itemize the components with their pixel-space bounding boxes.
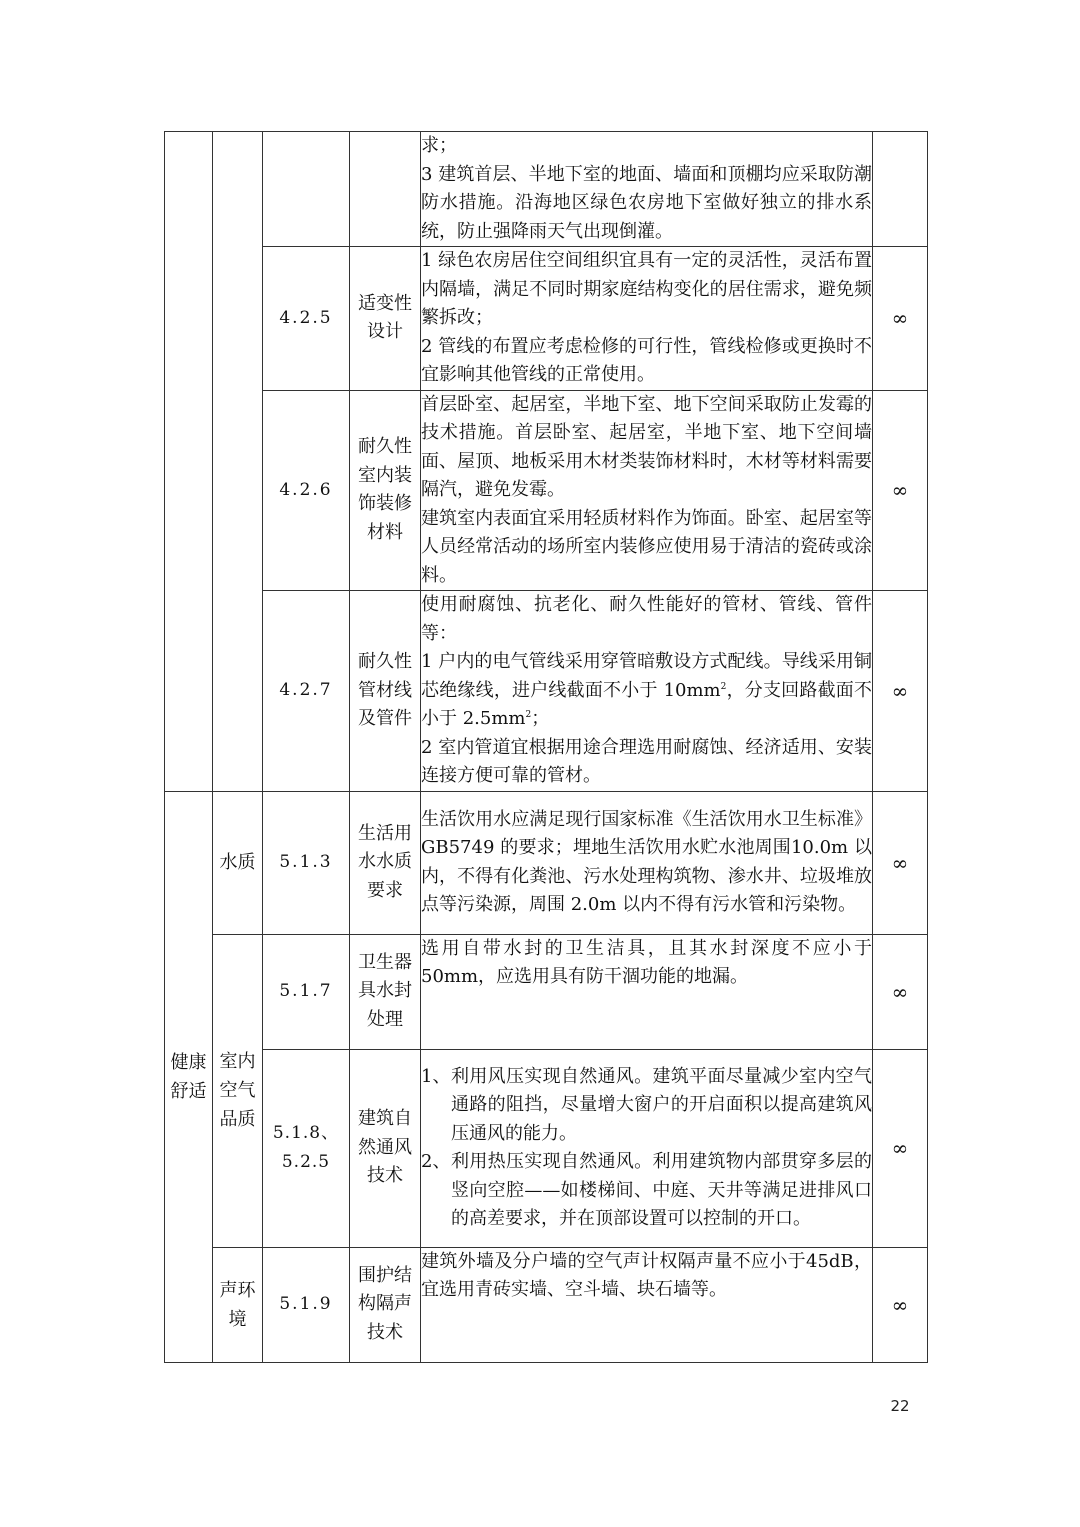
category-cell — [165, 132, 213, 792]
content-text: ； — [531, 708, 550, 729]
mark-symbol: ∞ — [873, 591, 928, 792]
content-line — [421, 648, 872, 734]
item-text: 利用风压实现自然通风。建筑平面尽量减少室内空气通路的阻挡，尽量增大窗户的开启面积以提高建筑风压通风的能力。 — [451, 1065, 872, 1144]
clause-code: 5.1.8、5.2.5 — [263, 1049, 350, 1247]
clause-name: 卫生器具水封处理 — [350, 934, 421, 1049]
superscript: 2 — [525, 710, 532, 720]
clause-code: 4.2.7 — [263, 591, 350, 792]
content-cell — [421, 247, 873, 391]
table-row — [165, 591, 928, 792]
table-row — [165, 1247, 928, 1362]
clause-code: 4.2.6 — [263, 390, 350, 591]
content-cell — [421, 132, 873, 247]
numbered-item — [421, 1148, 872, 1234]
table-row — [165, 791, 928, 934]
item-number: 2、 — [421, 1151, 451, 1172]
content-line: 建筑外墙及分户墙的空气声计权隔声量不应小于45dB，宜选用青砖实墙、空斗墙、块石墙等。 — [421, 1250, 872, 1300]
subcategory-label: 水质 — [213, 791, 263, 934]
content-line: 使用耐腐蚀、抗老化、耐久性能好的管材、管线、管件等： — [421, 594, 872, 644]
table-row — [165, 132, 928, 247]
content-line: 2 管线的布置应考虑检修的可行性，管线检修或更换时不宜影响其他管线的正常使用。 — [421, 335, 872, 385]
content-text: 1 户内的电气管线采用穿管暗敷设方式配线。导线采用铜芯绝缘线，进户线截面不小于 10mm — [421, 651, 872, 701]
subcategory-label: 声环境 — [213, 1247, 263, 1362]
clause-name: 生活用水水质要求 — [350, 791, 421, 934]
table-row — [165, 934, 928, 1049]
requirements-table — [164, 131, 928, 1363]
content-cell — [421, 1049, 873, 1247]
clause-name: 耐久性室内装饰装修材料 — [350, 390, 421, 591]
content-line: 建筑室内表面宜采用轻质材料作为饰面。卧室、起居室等人员经常活动的场所室内装修应使用易于清洁的瓷砖或涂料。 — [421, 507, 872, 586]
name-cell — [350, 132, 421, 247]
content-line: 生活饮用水应满足现行国家标准《生活饮用水卫生标准》GB5749 的要求；埋地生活饮用水贮水池周围10.0m 以内，不得有化粪池、污水处理构筑物、渗水井、垃圾堆放点等污染源，周围 2.0m 以内不得有污水管和污染物。 — [421, 808, 872, 915]
content-line: 首层卧室、起居室，半地下室、地下空间采取防止发霉的技术措施。首层卧室、起居室，半地下室、地下空间墙面、屋顶、地板采用木材类装饰材料时，木材等材料需要隔汽，避免发霉。 — [421, 393, 872, 500]
mark-symbol: ∞ — [873, 390, 928, 591]
table-row — [165, 1049, 928, 1247]
content-line: 2 室内管道宜根据用途合理选用耐腐蚀、经济适用、安装连接方便可靠的管材。 — [421, 736, 872, 786]
content-cell — [421, 791, 873, 934]
table-row — [165, 247, 928, 391]
code-cell — [263, 132, 350, 247]
mark-symbol: ∞ — [873, 791, 928, 934]
category-label: 健康舒适 — [165, 791, 213, 1362]
clause-name: 适变性设计 — [350, 247, 421, 391]
item-text: 利用热压实现自然通风。利用建筑物内部贯穿多层的竖向空腔——如楼梯间、中庭、天井等满足进排风口的高差要求，并在顶部设置可以控制的开口。 — [451, 1151, 872, 1229]
clause-code: 5.1.7 — [263, 934, 350, 1049]
content-line: 选用自带水封的卫生洁具，且其水封深度不应小于50mm，应选用具有防干涸功能的地漏。 — [421, 937, 872, 987]
page-number: 22 — [890, 1397, 910, 1415]
subcategory-label: 室内空气品质 — [213, 934, 263, 1247]
clause-name: 耐久性管材线及管件 — [350, 591, 421, 792]
content-cell — [421, 934, 873, 1049]
content-cell — [421, 390, 873, 591]
clause-name: 建筑自然通风技术 — [350, 1049, 421, 1247]
mark-symbol: ∞ — [873, 934, 928, 1049]
content-line: 求； — [421, 135, 457, 156]
content-line: 3 建筑首层、半地下室的地面、墙面和顶棚均应采取防潮防水措施。沿海地区绿色农房地下室做好独立的排水系统，防止强降雨天气出现倒灌。 — [421, 163, 872, 242]
clause-code: 4.2.5 — [263, 247, 350, 391]
table-row — [165, 390, 928, 591]
mark-symbol: ∞ — [873, 1049, 928, 1247]
clause-code: 5.1.9 — [263, 1247, 350, 1362]
content-text: ，分支回路截面不小于 2.5mm — [421, 679, 872, 729]
item-number: 1、 — [421, 1065, 451, 1087]
mark-cell — [873, 132, 928, 247]
mark-symbol: ∞ — [873, 247, 928, 391]
content-cell — [421, 591, 873, 792]
content-cell — [421, 1247, 873, 1362]
clause-name: 围护结构隔声技术 — [350, 1247, 421, 1362]
numbered-item — [421, 1063, 872, 1149]
clause-code: 5.1.3 — [263, 791, 350, 934]
content-line: 1 绿色农房居住空间组织宜具有一定的灵活性，灵活布置内隔墙，满足不同时期家庭结构变化的居住需求，避免频繁拆改； — [421, 250, 872, 328]
superscript: 2 — [720, 681, 727, 692]
subcategory-cell — [213, 132, 263, 792]
mark-symbol: ∞ — [873, 1247, 928, 1362]
